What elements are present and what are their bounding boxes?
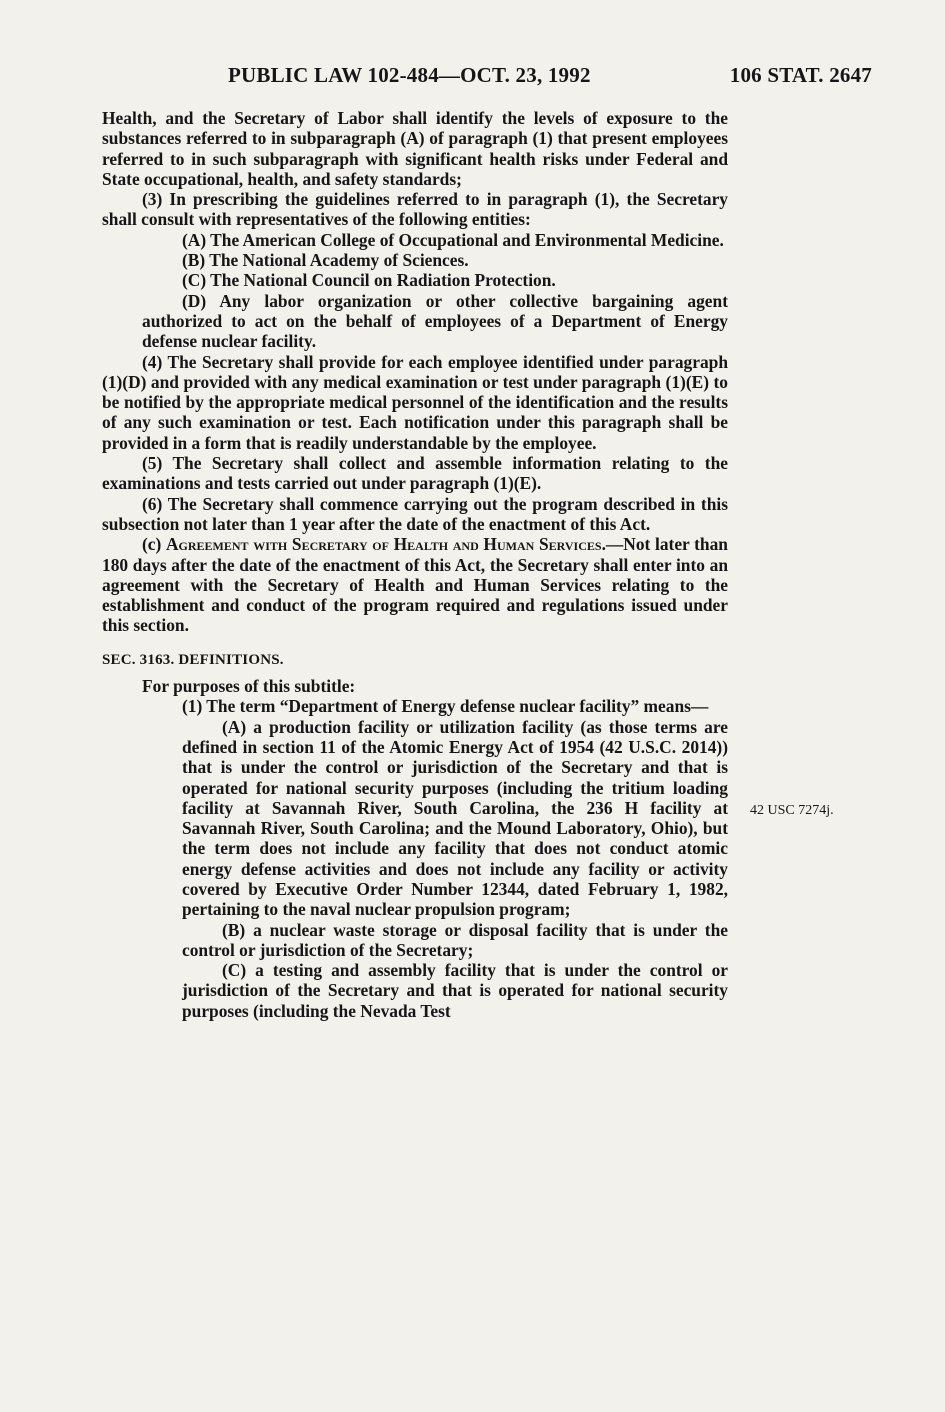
definition-1c: (C) a testing and assembly facility that is under the control or jurisdiction of the Secretary and that is operated for national security purposes (including the Nevada Test [182,960,728,1021]
section-heading: SEC. 3163. DEFINITIONS. [102,651,284,668]
paragraph-3: (3) In prescribing the guidelines referred to in paragraph (1), the Secretary shall consult with representatives of the following entities: [102,189,728,230]
paragraph-5: (5) The Secretary shall collect and assemble information relating to the examinations and tests carried out under paragraph (1)(E). [102,453,728,494]
definition-1b: (B) a nuclear waste storage or disposal facility that is under the control or jurisdiction of the Secretary; [182,919,728,960]
subsection-c [102,534,728,635]
paragraph-3b: (B) The National Academy of Sciences. [182,250,469,271]
definitions-intro: For purposes of this subtitle: [142,676,356,697]
paragraph-6: (6) The Secretary shall commence carrying out the program described in this subsection not later than 1 year after the date of the enactment of this Act. [102,493,728,534]
margin-citation: 42 USC 7274j. [750,803,834,818]
paragraph-3c: (C) The National Council on Radiation Protection. [182,270,556,291]
definition-1: (1) The term “Department of Energy defense nuclear facility” means— [182,696,709,717]
subsection-c-label: (c) [142,534,166,555]
paragraph-3d: (D) Any labor organization or other collective bargaining agent authorized to act on the behalf of employees of a Department of Energy defense nuclear facility. [142,290,728,352]
subsection-c-heading: Agreement with Secretary of Health and Human Services [165,534,602,555]
paragraph-continuation: Health, and the Secretary of Labor shall identify the levels of exposure to the substances referred to in subparagraph (A) of paragraph (1) that present employees referred to in such subparagraph with significant health risks under Federal and State occupational, health, and safety standards; [102,108,728,189]
paragraph-3a: (A) The American College of Occupational and Environmental Medicine. [182,229,724,250]
law-reference: PUBLIC LAW 102-484—OCT. 23, 1992 [228,63,591,87]
subsection-c-text: .—Not later than 180 days after the date of the enactment of this Act, the Secretary shall enter into an agreement with the Secretary of Health and Human Services relating to the establishment and conduct of the program required and regulations issued under this section. [102,534,728,636]
definition-1a: (A) a production facility or utilization facility (as those terms are defined in section 11 of the Atomic Energy Act of 1954 (42 U.S.C. 2014)) that is under the control or jurisdiction of the Secretary and that is operated for national security purposes (including the tritium loading facility at Savannah River, South Carolina, the 236 H facility at Savannah River, South Carolina; and the Mound Laboratory, Ohio), but the term does not include any facility that does not conduct atomic energy defense activities and does not include any facility or activity covered by Executive Order Number 12344, dated February 1, 1982, pertaining to the naval nuclear propulsion program; [182,716,728,920]
body-text [102,108,728,1021]
paragraph-4: (4) The Secretary shall provide for each employee identified under paragraph (1)(D) and provided with any medical examination or test under paragraph (1)(E) to be notified by the appropriate medical personnel of the identification and the results of any such examination or test. Each notification under this paragraph shall be provided in a form that is readily understandable by the employee. [102,351,728,453]
stat-page-number: 106 STAT. 2647 [729,63,872,87]
